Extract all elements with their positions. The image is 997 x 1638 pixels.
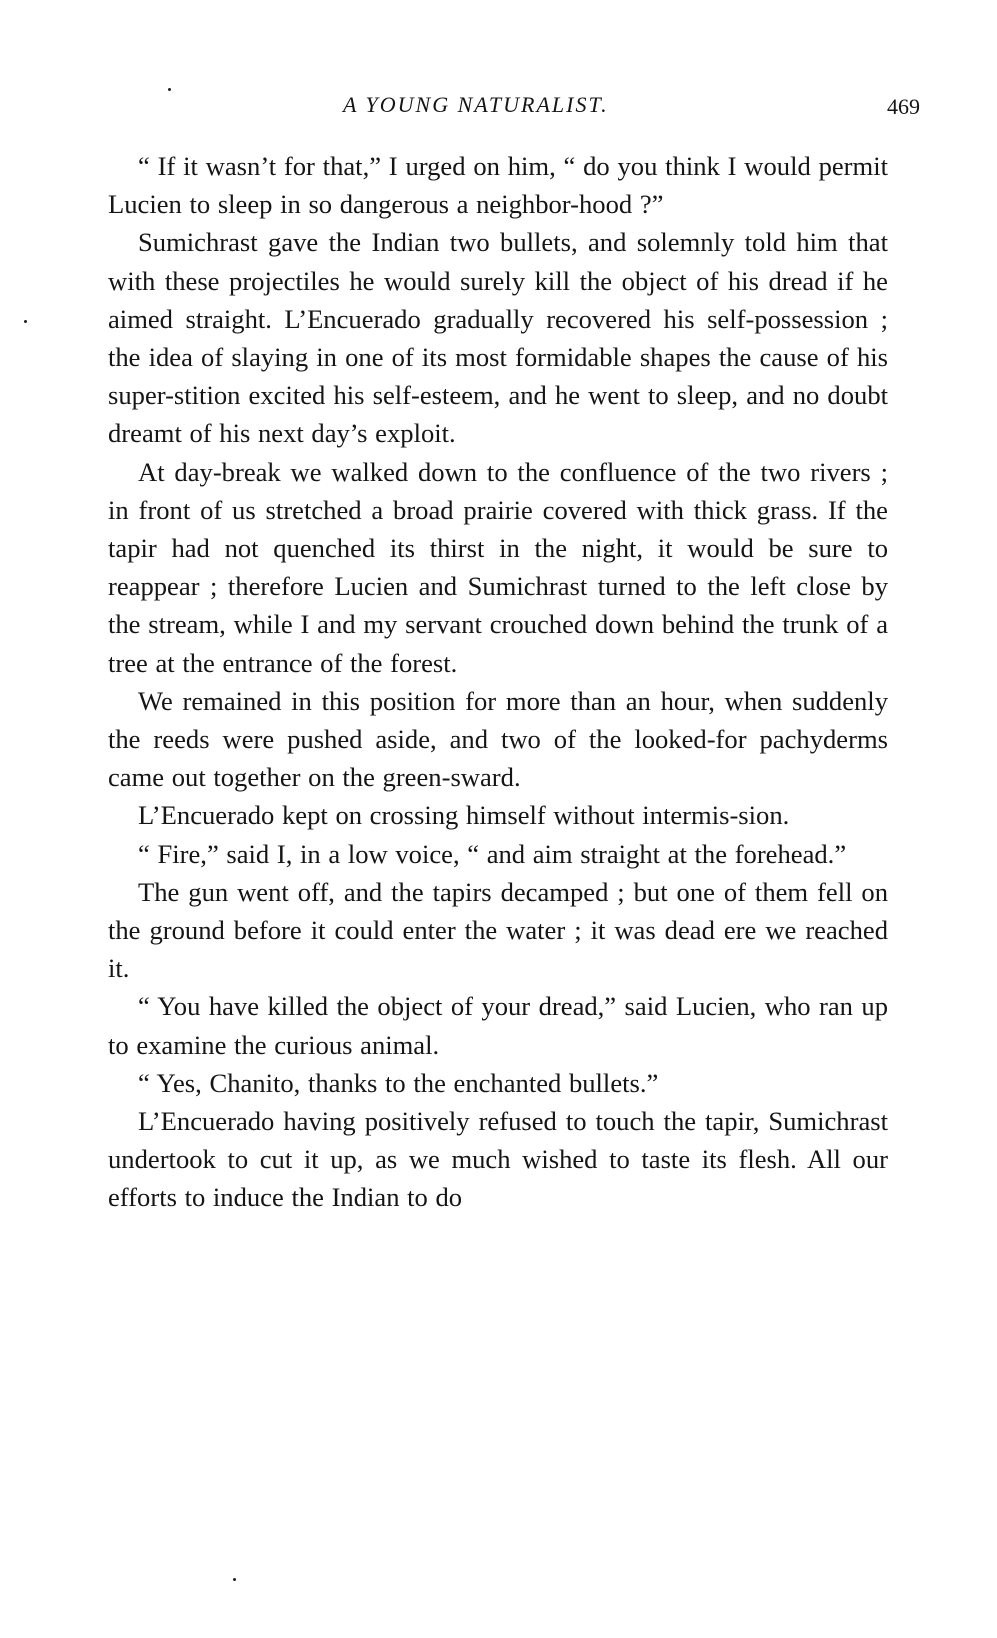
page-body	[108, 147, 888, 1217]
ink-speck	[168, 88, 171, 91]
paragraph: At day-break we walked down to the confluence of the two rivers ; in front of us stretched a broad prairie covered with thick grass. If the tapir had not quenched its thirst in the night, it would be sure to reappear ; therefore Lucien and Sumichrast turned to the left close by the stream, while I and my servant crouched down behind the trunk of a tree at the entrance of the forest.	[108, 456, 888, 678]
page-number: 469	[887, 94, 920, 119]
ink-speck	[233, 1578, 236, 1581]
paragraph: “ If it wasn’t for that,” I urged on him, “ do you think I would permit Lucien to sleep in so dangerous a neighbor-hood ?”	[108, 151, 888, 220]
page-header	[108, 92, 920, 132]
paragraph: Sumichrast gave the Indian two bullets, and solemnly told him that with these projectiles he would surely kill the object of his dread if he aimed straight. L’Encuerado gradually recovered his self-possession ; the idea of slaying in one of its most formidable shapes the cause of his super-stition excited his self-esteem, and he went to sleep, and no doubt dreamt of his next day’s exploit.	[108, 227, 888, 449]
paragraph: “ You have killed the object of your dread,” said Lucien, who ran up to examine the curious animal.	[108, 991, 888, 1060]
paragraph: L’Encuerado having positively refused to touch the tapir, Sumichrast undertook to cut it up, as we much wished to taste its flesh. All our efforts to induce the Indian to do	[108, 1106, 888, 1213]
ink-speck	[24, 320, 27, 323]
paragraph: “ Yes, Chanito, thanks to the enchanted bullets.”	[138, 1067, 659, 1098]
paragraph: “ Fire,” said I, in a low voice, “ and aim straight at the forehead.”	[138, 838, 847, 869]
running-title: A YOUNG NATURALIST.	[343, 92, 609, 117]
paragraph: The gun went off, and the tapirs decamped ; but one of them fell on the ground before it could enter the water ; it was dead ere we reached it.	[108, 876, 888, 984]
paragraph: L’Encuerado kept on crossing himself without intermis-sion.	[138, 800, 790, 831]
paragraph: We remained in this position for more than an hour, when suddenly the reeds were pushed aside, and two of the looked-for pachyderms came out together on the green-sward.	[108, 685, 888, 793]
